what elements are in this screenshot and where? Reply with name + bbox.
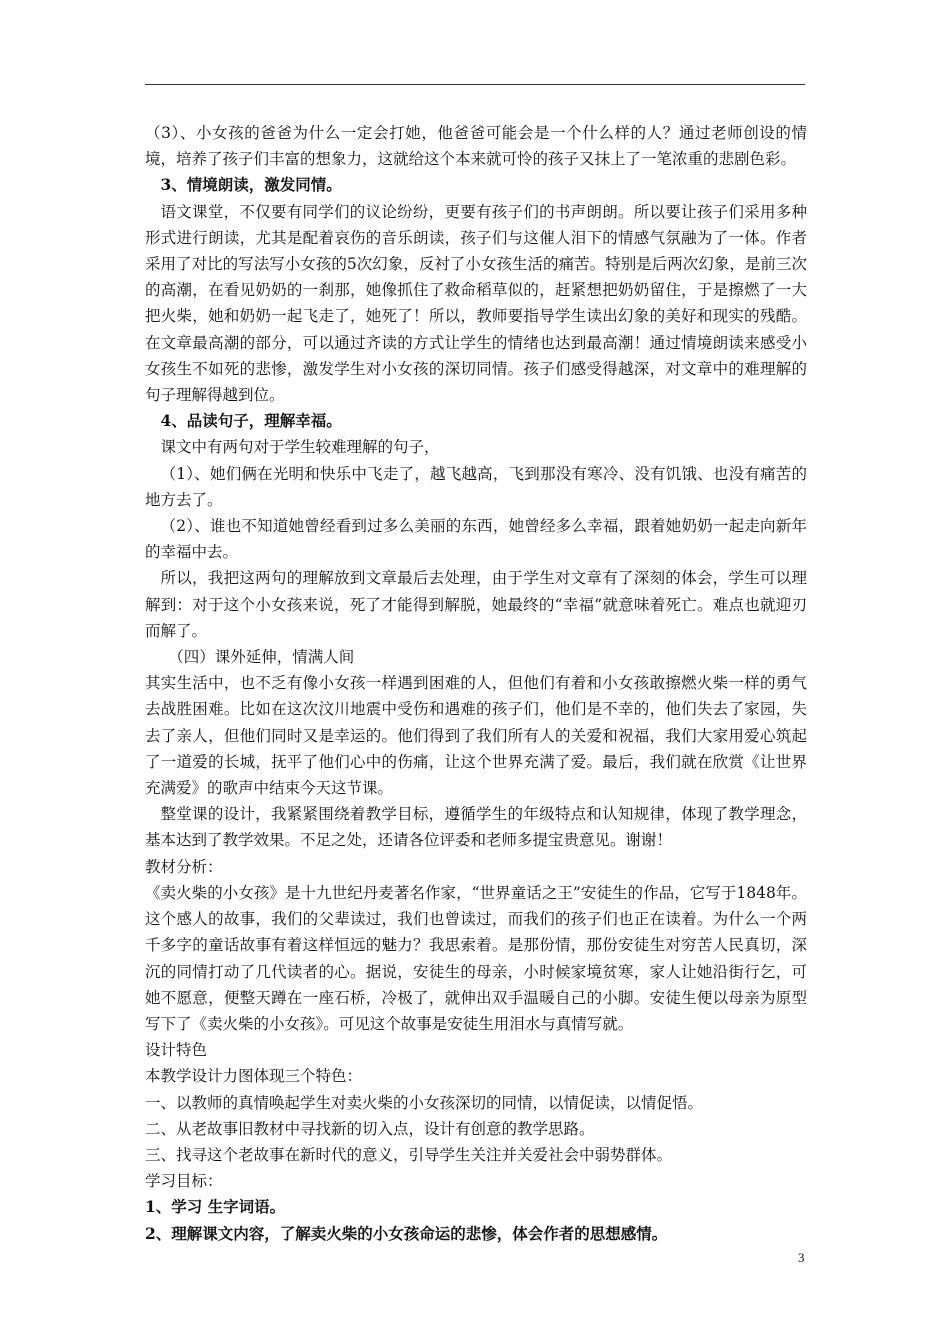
paragraph-understanding: 所以，我把这两句的理解放到文章最后去处理，由于学生对文章有了深刻的体会，学生可以理解到：对于这个小女孩来说，死了才能得到解脱，她最终的“幸福”就意味着死亡。难点也就迎刃而解了。 — [145, 569, 807, 640]
heading-design-features: 设计特色 — [145, 1041, 208, 1060]
paragraph-sentence-2: （2）、谁也不知道她曾经看到过多么美丽的东西，她曾经多么幸福，跟着她奶奶一起走向新年的幸福中去。 — [145, 517, 807, 562]
list-item-feature-2: 二、从老故事旧教材中寻找新的切入点，设计有创意的教学思路。 — [145, 1119, 595, 1138]
paragraph-extension: 其实生活中，也不乏有像小女孩一样遇到困难的人，但他们有着和小女孩敢擦燃火柴一样的勇气去战胜困难。比如在这次汶川地震中受伤和遇难的孩子们，他们是不幸的，他们失去了家园，失去了亲人，但他们同时又是幸运的。他们得到了我们所有人的关爱和祝福，我们大家用爱心筑起了一道爱的长城，抚平了他们心中的伤痛，让这个世界充满了爱。最后，我们就在欣赏《让世界充满爱》的歌声中结束今天这节课。 — [145, 674, 807, 798]
list-item-feature-3: 三、找寻这个老故事在新时代的意义，引导学生关注并关爱社会中弱势群体。 — [145, 1145, 673, 1164]
header-rule — [145, 84, 805, 85]
list-item-goal-2: 2、理解课文内容，了解卖火柴的小女孩命运的悲惨，体会作者的思想感情。 — [145, 1223, 668, 1243]
list-item-goal-1: 1、学习 生字词语。 — [145, 1197, 286, 1217]
paragraph-q3: （3）、小女孩的爸爸为什么一定会打她，他爸爸可能会是一个什么样的人？通过老师创设的情境，培养了孩子们丰富的想象力，这就给这个本来就可怜的孩子又抹上了一笔浓重的悲剧色彩。 — [145, 124, 807, 169]
document-body — [145, 120, 807, 1247]
heading-sentence-reading: 4、品读句子，理解幸福。 — [160, 411, 342, 431]
paragraph-reading: 语文课堂，不仅要有同学们的议论纷纷，更要有孩子们的书声朗朗。所以要让孩子们采用多种形式进行朗读，尤其是配着哀伤的音乐朗读，孩子们与这催人泪下的情感气氛融为了一体。作者采用了对比的写法写小女孩的5次幻象，反衬了小女孩生活的痛苦。特别是后两次幻象，是前三次的高潮，在看见奶奶的一刹那，她像抓住了救命稻草似的，赶紧想把奶奶留住，于是擦燃了一大把火柴，她和奶奶一起飞走了，她死了！所以，教师要指导学生读出幻象的美好和现实的残酷。在文章最高潮的部分，可以通过齐读的方式让学生的情绪也达到最高潮！通过情境朗读来感受小女孩生不如死的悲惨，激发学生对小女孩的深切同情。孩子们感受得越深，对文章中的难理解的句子理解得越到位。 — [145, 202, 807, 405]
list-item-feature-1: 一、以教师的真情唤起学生对卖火柴的小女孩深切的同情，以情促读，以情促悟。 — [145, 1093, 704, 1112]
heading-material-analysis: 教材分析： — [145, 857, 223, 876]
paragraph-two-sentences: 课文中有两句对于学生较难理解的句子， — [160, 438, 440, 457]
paragraph-features-intro: 本教学设计力图体现三个特色： — [145, 1067, 363, 1086]
heading-situational-reading: 3、情境朗读，激发同情。 — [160, 175, 342, 195]
paragraph-sentence-1: （1）、她们俩在光明和快乐中飞走了，越飞越高，飞到那没有寒冷、没有饥饿、也没有痛苦的地方去了。 — [145, 464, 807, 509]
heading-learning-goals: 学习目标： — [145, 1172, 223, 1191]
paragraph-summary: 整堂课的设计，我紧紧围绕着教学目标，遵循学生的年级特点和认知规律，体现了教学理念，基本达到了教学效果。不足之处，还请各位评委和老师多提宝贵意见。谢谢！ — [145, 805, 807, 850]
heading-extension: （四）课外延伸，情满人间 — [168, 648, 355, 667]
page-number: 3 — [798, 1250, 805, 1265]
paragraph-material-analysis: 《卖火柴的小女孩》是十九世纪丹麦著名作家，“世界童话之王”安徒生的作品，它写于1848年。这个感人的故事，我们的父辈读过，我们也曾读过，而我们的孩子们也正在读着。为什么一个两千多字的童话故事有着这样恒远的魅力？我思索着。是那份情，那份安徒生对穷苦人民真切，深沉的同情打动了几代读者的心。据说，安徒生的母亲，小时候家境贫寒，家人让她沿街行乞，可她不愿意，便整天蹲在一座石桥，冷极了，就伸出双手温暖自己的小脚。安徒生便以母亲为原型写下了《卖火柴的小女孩》。可见这个故事是安徒生用泪水与真情写就。 — [145, 883, 807, 1033]
